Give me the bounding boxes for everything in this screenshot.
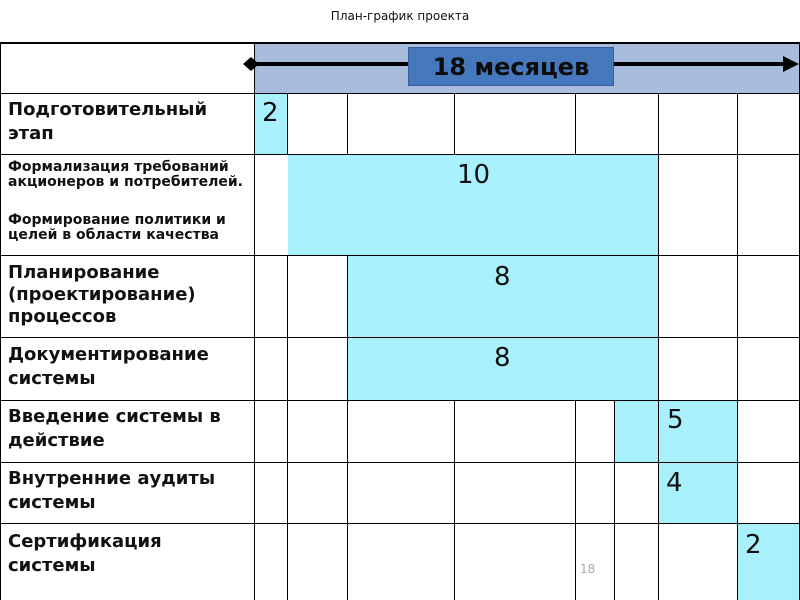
page-number: 18 <box>580 562 596 576</box>
grid-line <box>575 93 576 155</box>
task-label: Планирование (проектирование) процессов <box>8 262 196 327</box>
task-label: Внутренние аудиты системы <box>8 468 216 513</box>
page-title: План-график проекта <box>330 9 470 23</box>
task-duration-label: 10 <box>457 160 491 190</box>
grid-line <box>0 337 800 338</box>
task-duration-label: 8 <box>494 262 511 292</box>
grid-line <box>614 400 615 600</box>
grid-line <box>575 400 576 600</box>
task-duration-label: 5 <box>667 405 684 435</box>
task-label: Формирование политики и целей в области качества <box>8 212 226 243</box>
grid-line <box>0 154 800 155</box>
task-label: Документирование системы <box>8 344 209 389</box>
grid-line <box>454 400 455 600</box>
task-duration-label: 2 <box>745 530 762 560</box>
grid-line <box>737 93 738 600</box>
task-duration-label: 8 <box>494 343 511 373</box>
grid-line <box>347 93 348 155</box>
grid-line <box>287 93 288 155</box>
grid-line <box>0 255 800 256</box>
task-duration-label: 2 <box>262 98 279 128</box>
grid-line <box>0 400 800 401</box>
task-label: Подготовительный этап <box>8 99 208 144</box>
grid-line <box>454 93 455 155</box>
task-label: Введение системы в действие <box>8 406 221 451</box>
task-duration-label: 4 <box>666 468 683 498</box>
grid-line <box>0 42 800 44</box>
grid-line <box>0 42 1 600</box>
task-label: Сертификация системы <box>8 531 162 576</box>
grid-line <box>0 523 800 524</box>
grid-line <box>254 42 255 600</box>
grid-line <box>658 93 659 600</box>
grid-line <box>0 462 800 463</box>
grid-line <box>0 93 800 94</box>
grid-line <box>347 255 348 600</box>
task-label: Формализация требований акционеров и потребителей. <box>8 159 243 190</box>
duration-badge: 18 месяцев <box>408 47 614 86</box>
grid-line <box>287 255 288 600</box>
